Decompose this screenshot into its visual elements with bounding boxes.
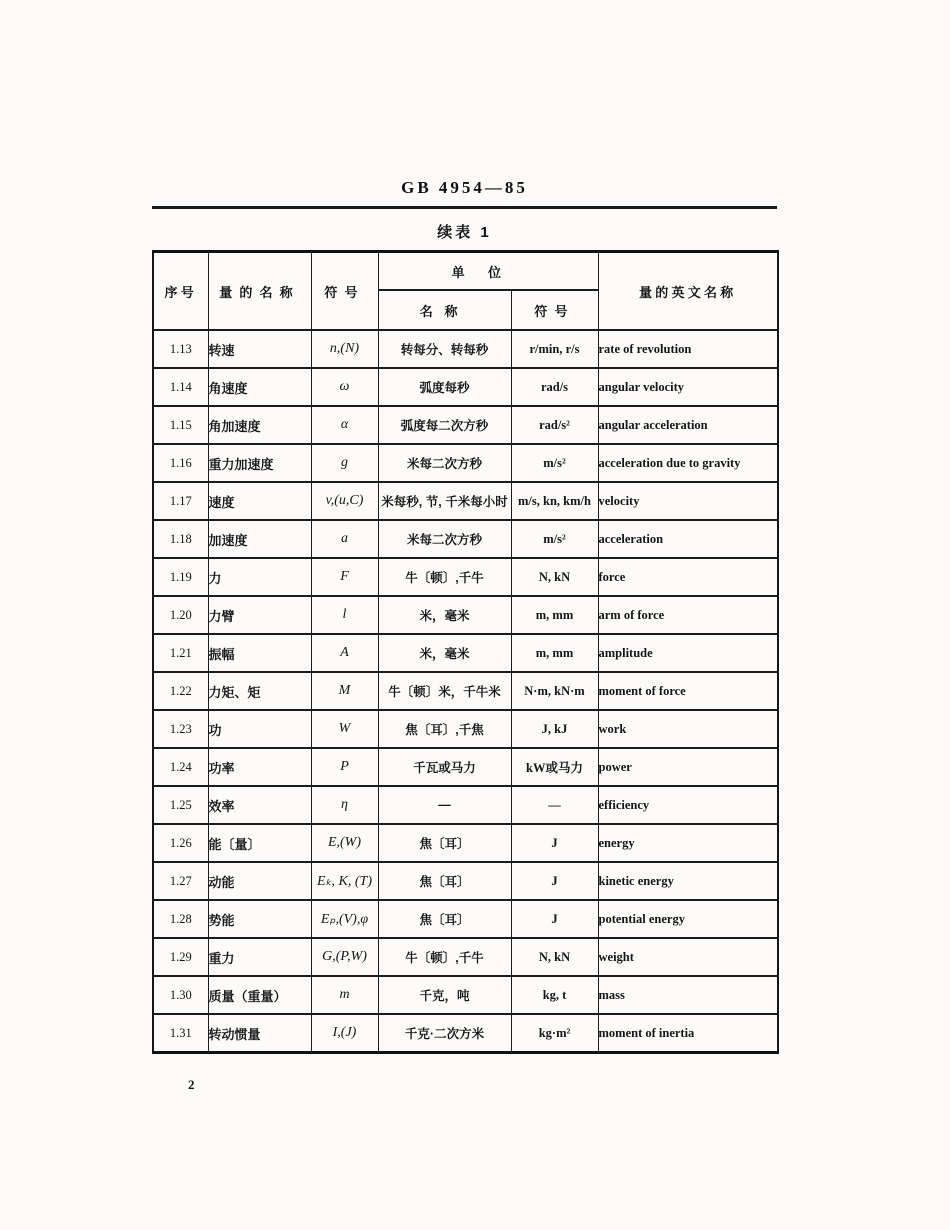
table-row bbox=[153, 710, 778, 748]
row-serial-number: 1.16 bbox=[153, 444, 208, 482]
row-serial-number: 1.30 bbox=[153, 976, 208, 1014]
table-row bbox=[153, 520, 778, 558]
unit-name: 焦〔耳〕 bbox=[378, 824, 511, 862]
unit-name: 米每二次方秒 bbox=[378, 444, 511, 482]
unit-name: 牛〔顿〕,千牛 bbox=[378, 938, 511, 976]
table-row bbox=[153, 786, 778, 824]
unit-name: 米每二次方秒 bbox=[378, 520, 511, 558]
table-row bbox=[153, 330, 778, 368]
quantity-symbol: M bbox=[311, 672, 378, 710]
row-serial-number: 1.19 bbox=[153, 558, 208, 596]
quantity-name: 效率 bbox=[208, 786, 311, 824]
quantity-symbol: a bbox=[311, 520, 378, 558]
english-name: work bbox=[598, 710, 778, 748]
unit-name: 牛〔顿〕米，千牛米 bbox=[378, 672, 511, 710]
table-row bbox=[153, 634, 778, 672]
table-body bbox=[153, 330, 778, 1053]
row-serial-number: 1.26 bbox=[153, 824, 208, 862]
quantity-name: 角速度 bbox=[208, 368, 311, 406]
quantity-symbol: l bbox=[311, 596, 378, 634]
unit-name: 千克·二次方米 bbox=[378, 1014, 511, 1053]
quantity-symbol: A bbox=[311, 634, 378, 672]
unit-symbol: kW或马力 bbox=[511, 748, 598, 786]
table-row bbox=[153, 482, 778, 520]
quantity-name: 力 bbox=[208, 558, 311, 596]
quantities-table bbox=[152, 250, 779, 1054]
unit-name: 焦〔耳〕 bbox=[378, 862, 511, 900]
col-header-unit-name: 名称 bbox=[378, 290, 511, 330]
quantity-name: 重力加速度 bbox=[208, 444, 311, 482]
row-serial-number: 1.28 bbox=[153, 900, 208, 938]
unit-symbol: N, kN bbox=[511, 938, 598, 976]
unit-symbol: kg·m² bbox=[511, 1014, 598, 1053]
unit-name: 米每秒, 节, 千米每小时 bbox=[378, 482, 511, 520]
unit-name: 千克，吨 bbox=[378, 976, 511, 1014]
page-content bbox=[152, 178, 777, 1054]
unit-symbol: N·m, kN·m bbox=[511, 672, 598, 710]
english-name: weight bbox=[598, 938, 778, 976]
quantity-symbol: α bbox=[311, 406, 378, 444]
page-number: 2 bbox=[188, 1077, 195, 1092]
quantity-name: 振幅 bbox=[208, 634, 311, 672]
quantity-symbol: I,(J) bbox=[311, 1014, 378, 1053]
unit-symbol: J, kJ bbox=[511, 710, 598, 748]
english-name: force bbox=[598, 558, 778, 596]
quantity-symbol: v,(u,C) bbox=[311, 482, 378, 520]
quantity-name: 力矩、矩 bbox=[208, 672, 311, 710]
table-row bbox=[153, 900, 778, 938]
unit-symbol: r/min, r/s bbox=[511, 330, 598, 368]
english-name: moment of force bbox=[598, 672, 778, 710]
quantity-name: 转动惯量 bbox=[208, 1014, 311, 1053]
col-header-unit: 单位 bbox=[378, 252, 598, 291]
table-row bbox=[153, 558, 778, 596]
english-name: potential energy bbox=[598, 900, 778, 938]
quantity-symbol: η bbox=[311, 786, 378, 824]
unit-symbol: rad/s bbox=[511, 368, 598, 406]
unit-symbol: J bbox=[511, 900, 598, 938]
english-name: efficiency bbox=[598, 786, 778, 824]
quantity-symbol: Eₚ,(V),φ bbox=[311, 900, 378, 938]
quantity-symbol: P bbox=[311, 748, 378, 786]
unit-symbol: N, kN bbox=[511, 558, 598, 596]
unit-name: 焦〔耳〕 bbox=[378, 900, 511, 938]
quantity-name: 角加速度 bbox=[208, 406, 311, 444]
row-serial-number: 1.22 bbox=[153, 672, 208, 710]
english-name: moment of inertia bbox=[598, 1014, 778, 1053]
english-name: kinetic energy bbox=[598, 862, 778, 900]
quantity-name: 质量（重量） bbox=[208, 976, 311, 1014]
unit-name: 米，毫米 bbox=[378, 634, 511, 672]
english-name: arm of force bbox=[598, 596, 778, 634]
row-serial-number: 1.27 bbox=[153, 862, 208, 900]
unit-name: 转每分、转每秒 bbox=[378, 330, 511, 368]
table-row bbox=[153, 862, 778, 900]
english-name: acceleration due to gravity bbox=[598, 444, 778, 482]
quantity-name: 转速 bbox=[208, 330, 311, 368]
english-name: energy bbox=[598, 824, 778, 862]
row-serial-number: 1.29 bbox=[153, 938, 208, 976]
row-serial-number: 1.18 bbox=[153, 520, 208, 558]
quantity-name: 功率 bbox=[208, 748, 311, 786]
unit-symbol: J bbox=[511, 862, 598, 900]
table-row bbox=[153, 672, 778, 710]
unit-name: 牛〔顿〕,千牛 bbox=[378, 558, 511, 596]
english-name: rate of revolution bbox=[598, 330, 778, 368]
quantity-name: 动能 bbox=[208, 862, 311, 900]
col-header-unit-symbol: 符号 bbox=[511, 290, 598, 330]
english-name: acceleration bbox=[598, 520, 778, 558]
col-header-no: 序号 bbox=[153, 252, 208, 331]
quantity-symbol: g bbox=[311, 444, 378, 482]
table-row bbox=[153, 976, 778, 1014]
row-serial-number: 1.14 bbox=[153, 368, 208, 406]
col-header-symbol: 符号 bbox=[311, 252, 378, 331]
unit-symbol: J bbox=[511, 824, 598, 862]
quantity-name: 力臂 bbox=[208, 596, 311, 634]
unit-symbol: — bbox=[511, 786, 598, 824]
quantity-name: 速度 bbox=[208, 482, 311, 520]
table-row bbox=[153, 406, 778, 444]
unit-name: 焦〔耳〕,千焦 bbox=[378, 710, 511, 748]
unit-symbol: m/s² bbox=[511, 444, 598, 482]
english-name: velocity bbox=[598, 482, 778, 520]
table-row bbox=[153, 748, 778, 786]
table-row bbox=[153, 1014, 778, 1053]
quantity-symbol: W bbox=[311, 710, 378, 748]
english-name: power bbox=[598, 748, 778, 786]
row-serial-number: 1.23 bbox=[153, 710, 208, 748]
quantity-name: 功 bbox=[208, 710, 311, 748]
quantity-symbol: E,(W) bbox=[311, 824, 378, 862]
row-serial-number: 1.21 bbox=[153, 634, 208, 672]
unit-symbol: m/s, kn, km/h bbox=[511, 482, 598, 520]
table-row bbox=[153, 938, 778, 976]
standard-number: GB 4954—85 bbox=[401, 178, 528, 197]
row-serial-number: 1.17 bbox=[153, 482, 208, 520]
row-serial-number: 1.25 bbox=[153, 786, 208, 824]
unit-symbol: m, mm bbox=[511, 596, 598, 634]
header-row-top bbox=[153, 252, 778, 291]
quantity-name: 能〔量〕 bbox=[208, 824, 311, 862]
unit-name: 米，毫米 bbox=[378, 596, 511, 634]
unit-name: — bbox=[378, 786, 511, 824]
table-row bbox=[153, 824, 778, 862]
unit-symbol: m/s² bbox=[511, 520, 598, 558]
unit-name: 弧度每二次方秒 bbox=[378, 406, 511, 444]
col-header-english-name: 量的英文名称 bbox=[598, 252, 778, 331]
quantity-name: 势能 bbox=[208, 900, 311, 938]
col-header-quantity-name: 量的名称 bbox=[208, 252, 311, 331]
unit-name: 弧度每秒 bbox=[378, 368, 511, 406]
row-serial-number: 1.15 bbox=[153, 406, 208, 444]
table-header bbox=[153, 252, 778, 331]
unit-symbol: kg, t bbox=[511, 976, 598, 1014]
row-serial-number: 1.31 bbox=[153, 1014, 208, 1053]
row-serial-number: 1.24 bbox=[153, 748, 208, 786]
unit-symbol: m, mm bbox=[511, 634, 598, 672]
quantity-symbol: G,(P,W) bbox=[311, 938, 378, 976]
quantity-symbol: m bbox=[311, 976, 378, 1014]
quantity-symbol: Eₖ, K, (T) bbox=[311, 862, 378, 900]
unit-symbol: rad/s² bbox=[511, 406, 598, 444]
unit-name: 千瓦或马力 bbox=[378, 748, 511, 786]
quantity-symbol: ω bbox=[311, 368, 378, 406]
table-row bbox=[153, 596, 778, 634]
quantity-name: 重力 bbox=[208, 938, 311, 976]
quantity-symbol: n,(N) bbox=[311, 330, 378, 368]
quantity-name: 加速度 bbox=[208, 520, 311, 558]
english-name: angular acceleration bbox=[598, 406, 778, 444]
table-caption: 续表 1 bbox=[437, 224, 492, 241]
quantity-symbol: F bbox=[311, 558, 378, 596]
row-serial-number: 1.13 bbox=[153, 330, 208, 368]
header-rule bbox=[152, 206, 777, 209]
english-name: mass bbox=[598, 976, 778, 1014]
table-row bbox=[153, 368, 778, 406]
table-row bbox=[153, 444, 778, 482]
row-serial-number: 1.20 bbox=[153, 596, 208, 634]
english-name: amplitude bbox=[598, 634, 778, 672]
english-name: angular velocity bbox=[598, 368, 778, 406]
